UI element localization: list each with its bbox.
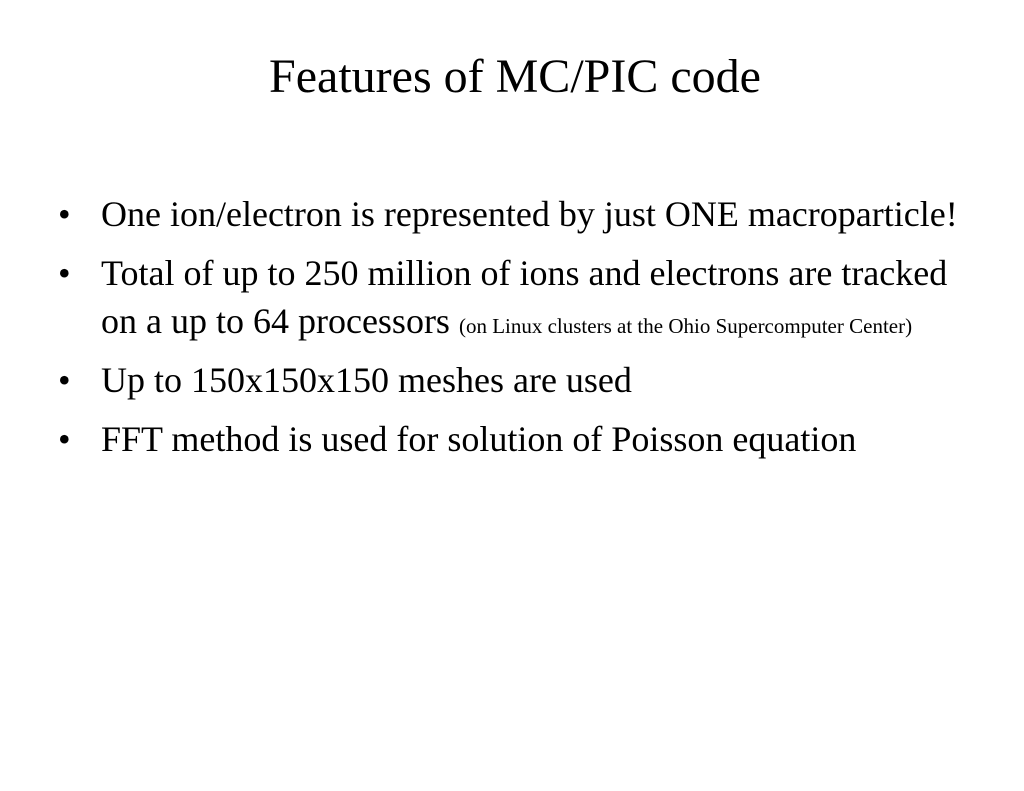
- bullet-item: [58, 249, 988, 345]
- slide-title: Features of MC/PIC code: [269, 50, 761, 103]
- bullet-text: FFT method is used for solution of Poisson equation: [101, 419, 857, 459]
- bullet-text: Total of up to 250 million of ions and electrons are tracked on a up to 64 processors: [101, 253, 948, 341]
- bullet-text: Up to 150x150x150 meshes are used: [101, 360, 632, 400]
- bullet-item: [58, 356, 988, 404]
- bullet-dot: •: [58, 360, 71, 400]
- bullet-dot: •: [58, 419, 71, 459]
- bullet-text: One ion/electron is represented by just ONE macroparticle!: [101, 194, 958, 234]
- bullet-dot: •: [58, 253, 71, 293]
- bullet-item: [58, 190, 988, 238]
- bullet-list: [58, 190, 988, 474]
- bullet-item: [58, 415, 988, 463]
- bullet-dot: •: [58, 194, 71, 234]
- bullet-note: (on Linux clusters at the Ohio Supercomputer Center): [458, 314, 913, 338]
